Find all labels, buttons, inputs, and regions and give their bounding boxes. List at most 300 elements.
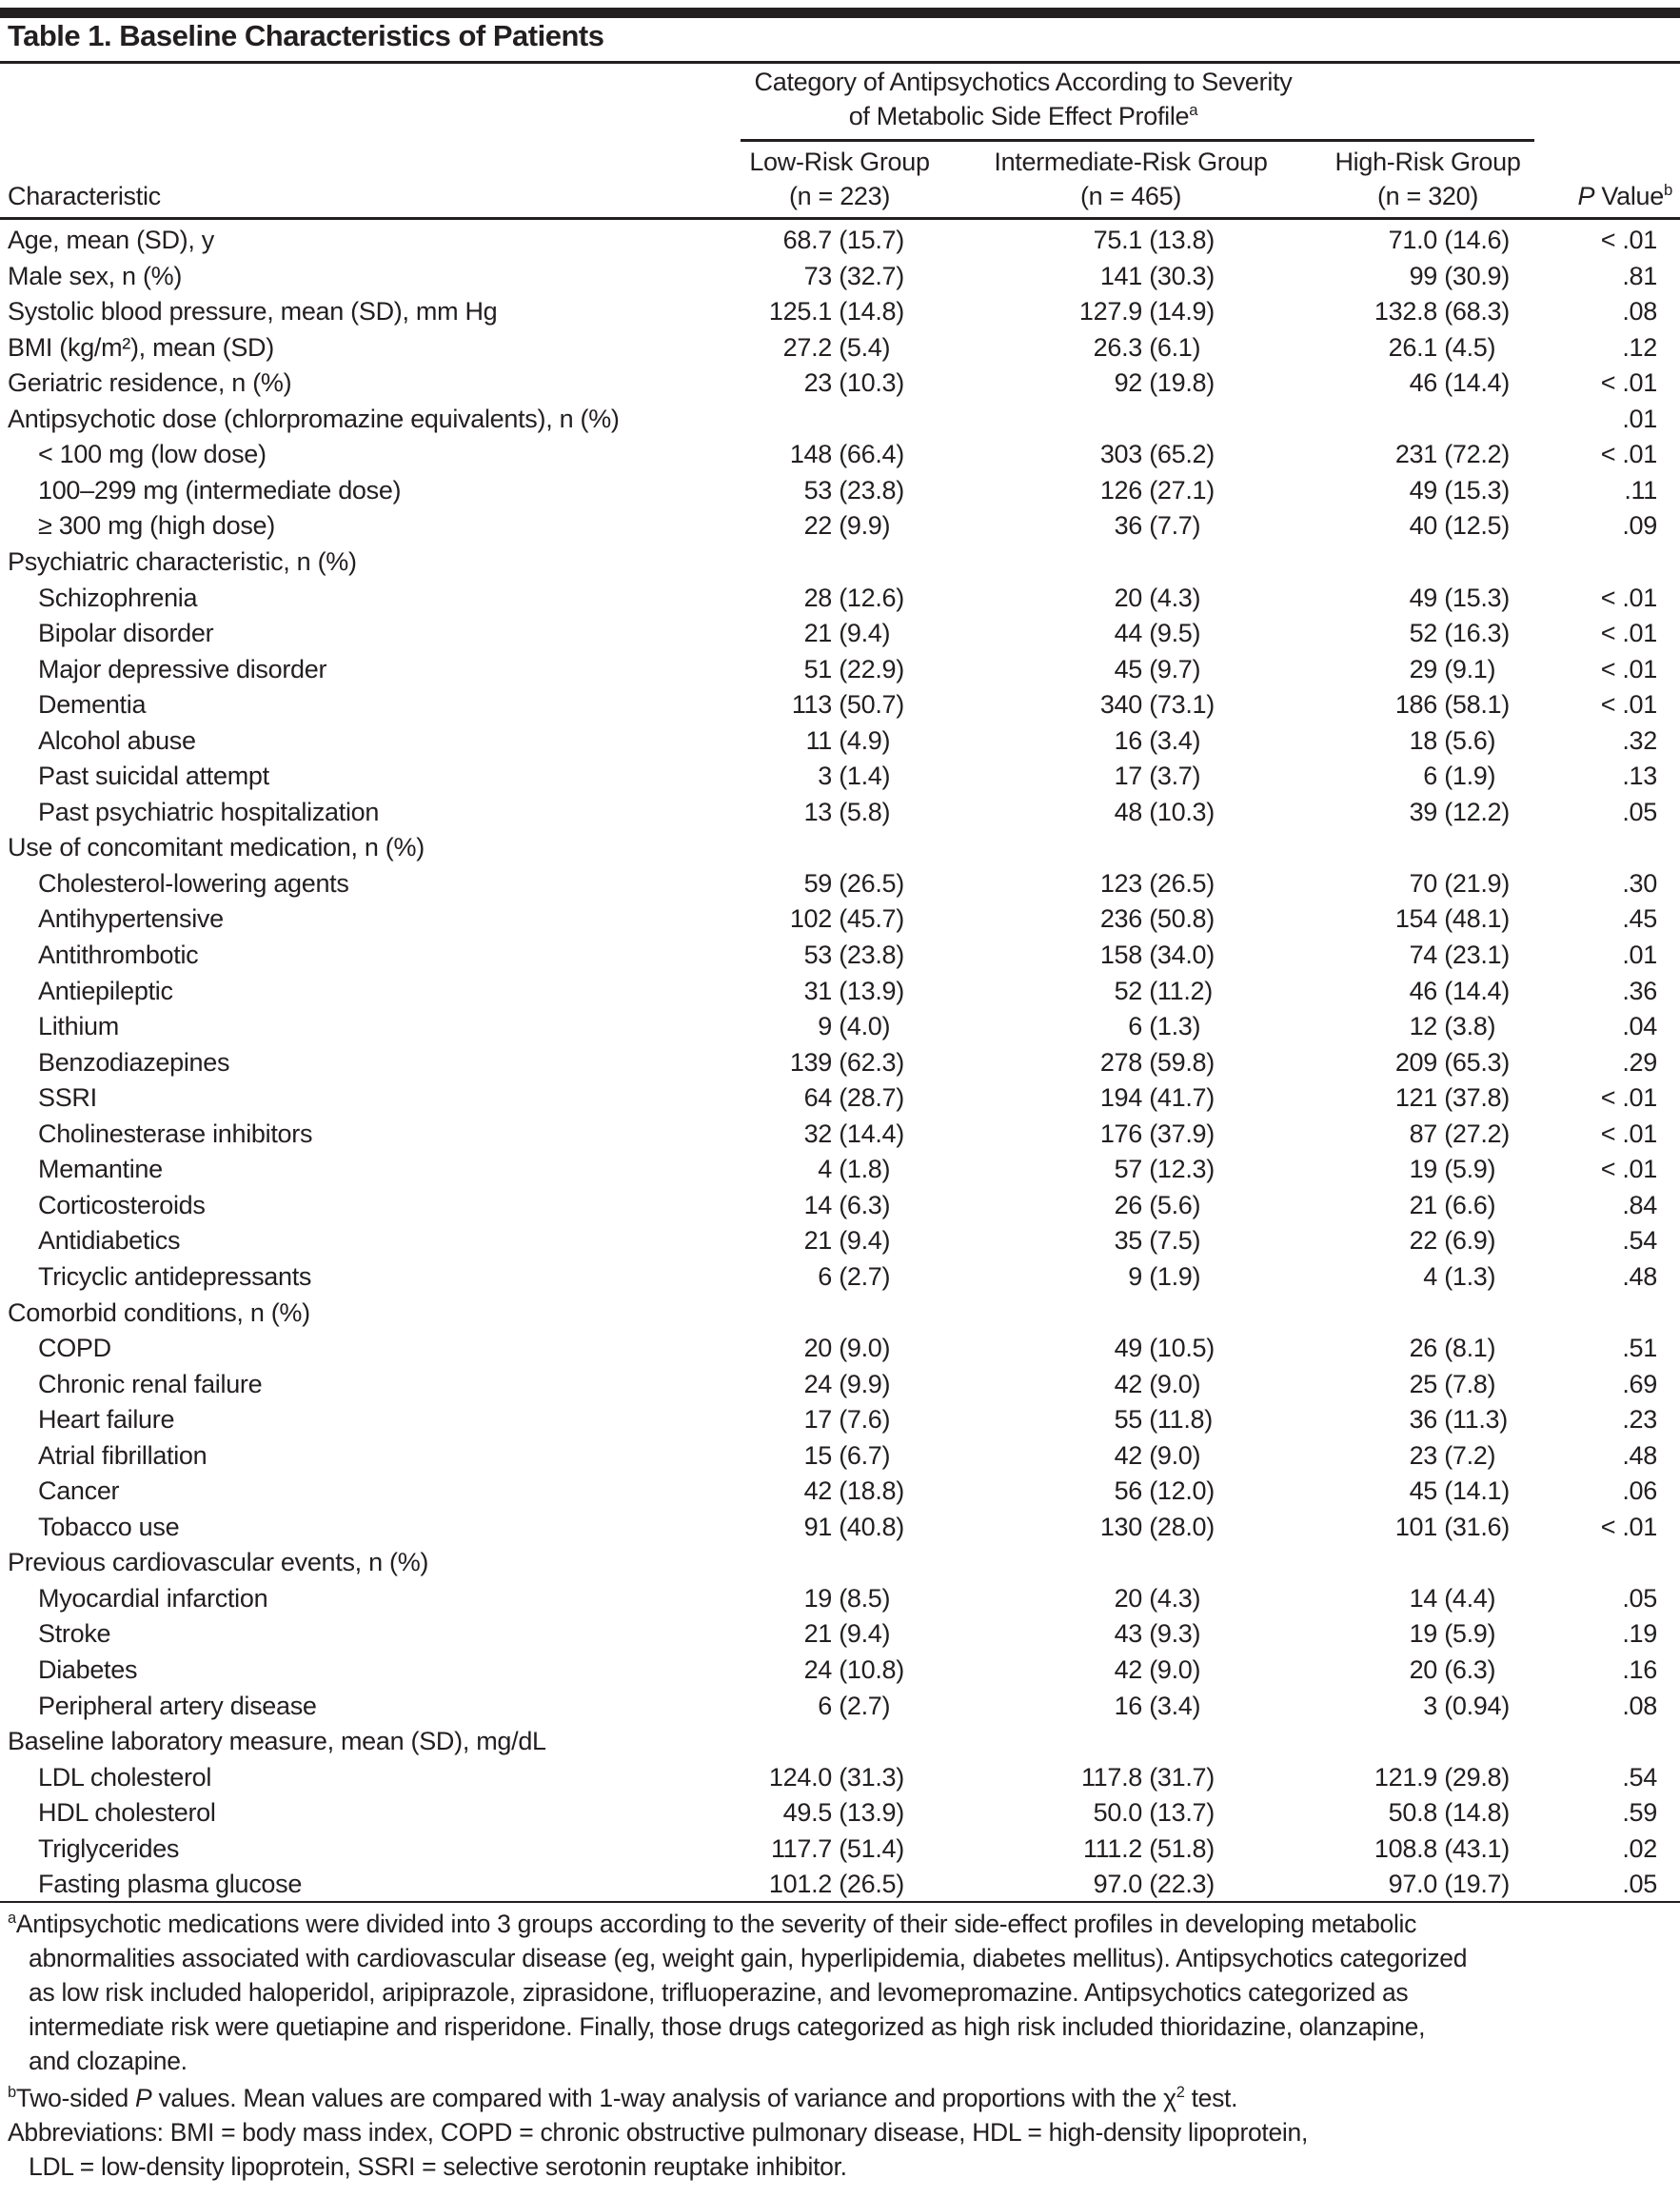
cell-value: 42 (18.8) — [803, 1476, 904, 1506]
table-row — [0, 294, 1680, 330]
cell-value: 73 (32.7) — [803, 261, 904, 290]
row-label: Systolic blood pressure, mean (SD), mm Hg — [8, 297, 498, 327]
row-label: 100–299 mg (intermediate dose) — [38, 475, 402, 505]
cell-value: 117.7 (51.4) — [770, 1833, 904, 1863]
row-label: Antipsychotic dose (chlorpromazine equivalents), n (%) — [8, 404, 620, 433]
footnote-a-line: and clozapine. — [29, 2047, 188, 2075]
cell-value: 21 (9.4) — [803, 1619, 891, 1649]
table-row — [0, 1581, 1680, 1617]
cell-value: 4 (1.8) — [818, 1155, 891, 1184]
cell-value: 24 (10.8) — [803, 1655, 904, 1684]
table-row — [0, 402, 1680, 438]
cell-value: 57 (12.3) — [1114, 1155, 1215, 1184]
cell-value: 117.8 (31.7) — [1080, 1762, 1215, 1792]
row-label: Myocardial infarction — [38, 1583, 268, 1613]
p-value: < .01 — [1600, 619, 1657, 648]
cell-value: 42 (9.0) — [1114, 1369, 1201, 1398]
cell-value: 102 (45.7) — [789, 904, 904, 934]
footnote-b-text: Two-sided — [15, 2084, 135, 2112]
cell-value: 9 (4.0) — [818, 1012, 891, 1041]
p-value: < .01 — [1600, 690, 1657, 720]
table-row — [0, 1188, 1680, 1224]
row-label: Male sex, n (%) — [8, 261, 183, 290]
cell-value: 123 (26.5) — [1099, 868, 1215, 898]
cell-value: 64 (28.7) — [803, 1083, 904, 1113]
table-row — [0, 938, 1680, 974]
cell-value: 340 (73.1) — [1099, 690, 1215, 720]
cell-value: 3 (1.4) — [818, 762, 891, 791]
row-label: Past psychiatric hospitalization — [38, 797, 380, 826]
p-label: Value — [1594, 182, 1664, 210]
row-label: Comorbid conditions, n (%) — [8, 1297, 310, 1327]
cell-value: 19 (8.5) — [803, 1583, 891, 1613]
cell-value: 27.2 (5.4) — [782, 332, 891, 362]
table-row — [0, 1259, 1680, 1296]
footnote-b-italic: P — [134, 2084, 152, 2112]
footnote-b-text: test. — [1184, 2084, 1238, 2112]
row-label: Antithrombotic — [38, 941, 199, 969]
title-rule — [0, 61, 1680, 64]
cell-value: 194 (41.7) — [1099, 1083, 1215, 1113]
p-value: .01 — [1622, 404, 1657, 433]
p-value: < .01 — [1600, 226, 1657, 254]
cell-value: 26 (8.1) — [1409, 1334, 1496, 1363]
p-value: < .01 — [1600, 583, 1657, 612]
cell-value: 92 (19.8) — [1114, 368, 1215, 398]
table-row — [0, 1867, 1680, 1903]
row-label: Diabetes — [38, 1655, 138, 1684]
p-value: .59 — [1622, 1798, 1657, 1828]
p-value: .16 — [1622, 1655, 1657, 1684]
cell-value: 4 (1.3) — [1423, 1261, 1496, 1291]
row-label: BMI (kg/m²), mean (SD) — [8, 332, 274, 362]
row-label: Major depressive disorder — [38, 654, 327, 683]
row-label: Cholinesterase inhibitors — [38, 1119, 313, 1148]
cell-value: 22 (9.9) — [803, 511, 891, 541]
table-row — [0, 1152, 1680, 1188]
p-value: .48 — [1622, 1261, 1657, 1291]
cell-value: 13 (5.8) — [803, 797, 891, 826]
cell-value: 28 (12.6) — [803, 583, 904, 612]
table-row — [0, 1080, 1680, 1117]
footnote-b — [8, 2081, 1673, 2115]
group-name: Intermediate-Risk Group — [994, 148, 1268, 176]
cell-value: 3 (0.94) — [1423, 1691, 1510, 1720]
cell-value: 108.8 (43.1) — [1374, 1833, 1510, 1863]
cell-value: 49 (15.3) — [1409, 475, 1510, 505]
header-rule — [0, 217, 1680, 220]
cell-value: 236 (50.8) — [1099, 904, 1215, 934]
row-label: ≥ 300 mg (high dose) — [38, 511, 275, 541]
group-n: (n = 320) — [1376, 182, 1479, 210]
cell-value: 6 (1.3) — [1128, 1012, 1201, 1041]
cell-value: 148 (66.4) — [789, 440, 904, 469]
cell-value: 42 (9.0) — [1114, 1655, 1201, 1684]
row-label: Atrial fibrillation — [38, 1440, 208, 1470]
row-label: Schizophrenia — [38, 583, 198, 612]
p-value: < .01 — [1600, 1512, 1657, 1541]
footnote-a-text: Antipsychotic medications were divided into 3 groups according to the severity of their side-effect profiles in developing metabolic — [15, 1910, 1417, 1938]
table-row — [0, 795, 1680, 831]
table-row — [0, 1760, 1680, 1796]
cell-value: 52 (11.2) — [1114, 976, 1213, 1005]
row-label: Peripheral artery disease — [38, 1691, 317, 1720]
cell-value: 186 (58.1) — [1394, 690, 1510, 720]
p-value: .13 — [1622, 762, 1657, 791]
table-row — [0, 616, 1680, 652]
p-value-header — [1542, 179, 1672, 213]
abbreviations-line: Abbreviations: BMI = body mass index, COPD = chronic obstructive pulmonary disease, HDL = high-density lipoprotein, — [8, 2118, 1309, 2147]
p-value: < .01 — [1600, 1155, 1657, 1184]
table-row — [0, 545, 1680, 581]
table-row — [0, 1653, 1680, 1689]
table-row — [0, 1009, 1680, 1045]
cell-value: 22 (6.9) — [1409, 1226, 1496, 1256]
p-value: .05 — [1622, 797, 1657, 826]
footnote-a-line — [8, 1907, 1673, 1941]
group-n: (n = 465) — [1079, 182, 1182, 210]
row-label: Previous cardiovascular events, n (%) — [8, 1548, 429, 1577]
table-row — [0, 259, 1680, 295]
table-row — [0, 1367, 1680, 1403]
cell-value: 31 (13.9) — [803, 976, 904, 1005]
p-value: < .01 — [1600, 440, 1657, 469]
footnote-a-line: as low risk included haloperidol, aripiprazole, ziprasidone, trifluoperazine, and levomepromazine. Antipsychotics categorized as — [29, 1978, 1409, 2007]
cell-value: 16 (3.4) — [1114, 725, 1201, 755]
table-title: Table 1. Baseline Characteristics of Patients — [8, 19, 604, 52]
row-label: HDL cholesterol — [38, 1798, 216, 1828]
table-row — [0, 366, 1680, 402]
cell-value: 113 (50.7) — [791, 690, 904, 720]
p-value: .45 — [1622, 904, 1657, 934]
cell-value: 23 (10.3) — [803, 368, 904, 398]
cell-value: 141 (30.3) — [1099, 261, 1215, 290]
footnote-b-mark: b — [8, 2084, 16, 2102]
cell-value: 46 (14.4) — [1409, 976, 1510, 1005]
cell-value: 111.2 (51.8) — [1082, 1833, 1215, 1863]
cell-value: 176 (37.9) — [1099, 1119, 1215, 1148]
cell-value: 9 (1.9) — [1128, 1261, 1201, 1291]
cell-value: 55 (11.8) — [1114, 1405, 1213, 1435]
top-bar — [0, 8, 1680, 18]
table-row — [0, 1402, 1680, 1438]
cell-value: 45 (9.7) — [1114, 654, 1201, 683]
row-label: Antihypertensive — [38, 904, 224, 934]
table-row — [0, 830, 1680, 866]
cell-value: 17 (3.7) — [1114, 762, 1201, 791]
cell-value: 45 (14.1) — [1409, 1476, 1510, 1506]
table-row — [0, 223, 1680, 259]
row-label: Alcohol abuse — [38, 725, 196, 755]
row-label: Use of concomitant medication, n (%) — [8, 833, 425, 862]
group-name: High-Risk Group — [1334, 148, 1521, 176]
cell-value: 46 (14.4) — [1409, 368, 1510, 398]
cell-value: 44 (9.5) — [1114, 619, 1201, 648]
table-row — [0, 1438, 1680, 1475]
cell-value: 68.7 (15.7) — [782, 226, 904, 254]
p-value: .54 — [1622, 1226, 1657, 1256]
table-row — [0, 974, 1680, 1010]
table-row — [0, 866, 1680, 902]
cell-value: 14 (6.3) — [803, 1190, 891, 1219]
cell-value: 19 (5.9) — [1409, 1155, 1496, 1184]
p-value: .84 — [1622, 1190, 1657, 1219]
cell-value: 121.9 (29.8) — [1374, 1762, 1510, 1792]
group-name: Low-Risk Group — [749, 148, 930, 176]
cell-value: 50.8 (14.8) — [1388, 1798, 1510, 1828]
row-label: COPD — [38, 1334, 111, 1363]
spanner-line-2-text: of Metabolic Side Effect Profile — [848, 102, 1190, 130]
row-label: Past suicidal attempt — [38, 762, 269, 791]
table-row — [0, 687, 1680, 723]
spanner-line-1: Category of Antipsychotics According to Severity — [754, 68, 1293, 96]
cell-value: 36 (11.3) — [1409, 1405, 1508, 1435]
table-row — [0, 1616, 1680, 1653]
p-value: .48 — [1622, 1440, 1657, 1470]
table-row — [0, 652, 1680, 688]
table-row — [0, 1223, 1680, 1259]
p-italic: P — [1577, 182, 1595, 210]
p-value: .06 — [1622, 1476, 1657, 1506]
cell-value: 35 (7.5) — [1114, 1226, 1201, 1256]
cell-value: 26.3 (6.1) — [1093, 332, 1201, 362]
row-label: Benzodiazepines — [38, 1047, 230, 1077]
row-label: Corticosteroids — [38, 1190, 206, 1219]
abbreviations-line: LDL = low-density lipoprotein, SSRI = selective serotonin reuptake inhibitor. — [29, 2152, 847, 2181]
cell-value: 158 (34.0) — [1099, 941, 1215, 969]
cell-value: 40 (12.5) — [1409, 511, 1510, 541]
cell-value: 74 (23.1) — [1409, 941, 1510, 969]
cell-value: 126 (27.1) — [1099, 475, 1215, 505]
row-label: Antidiabetics — [38, 1226, 181, 1256]
row-label: Cancer — [38, 1476, 120, 1506]
cell-value: 303 (65.2) — [1099, 440, 1215, 469]
cell-value: 24 (9.9) — [803, 1369, 891, 1398]
cell-value: 70 (21.9) — [1409, 868, 1510, 898]
cell-value: 21 (6.6) — [1409, 1190, 1496, 1219]
cell-value: 59 (26.5) — [803, 868, 904, 898]
cell-value: 18 (5.6) — [1409, 725, 1496, 755]
row-label: < 100 mg (low dose) — [38, 440, 267, 469]
cell-value: 32 (14.4) — [803, 1119, 904, 1148]
table-row — [0, 1331, 1680, 1367]
group-n: (n = 223) — [788, 182, 891, 210]
cell-value: 49 (10.5) — [1114, 1334, 1215, 1363]
cell-value: 39 (12.2) — [1409, 797, 1510, 826]
characteristic-header: Characteristic — [8, 182, 161, 210]
cell-value: 154 (48.1) — [1394, 904, 1510, 934]
row-label: Baseline laboratory measure, mean (SD), mg/dL — [8, 1727, 546, 1756]
cell-value: 124.0 (31.3) — [768, 1762, 904, 1792]
footnote-a-line: intermediate risk were quetiapine and risperidone. Finally, those drugs categorized as high risk included thioridazine, olanzapine, — [29, 2012, 1426, 2041]
spanner-header — [481, 65, 1566, 133]
footnote-b-text: values. Mean values are compared with 1-way analysis of variance and proportions with the χ — [151, 2084, 1176, 2112]
row-label: Antiepileptic — [38, 976, 173, 1005]
row-label: Fasting plasma glucose — [38, 1870, 303, 1899]
cell-value: 101.2 (26.5) — [768, 1870, 904, 1899]
cell-value: 20 (4.3) — [1114, 583, 1201, 612]
cell-value: 91 (40.8) — [803, 1512, 904, 1541]
cell-value: 50.0 (13.7) — [1093, 1798, 1215, 1828]
cell-value: 71.0 (14.6) — [1388, 226, 1510, 254]
cell-value: 75.1 (13.8) — [1093, 226, 1215, 254]
cell-value: 130 (28.0) — [1099, 1512, 1215, 1541]
row-label: Cholesterol-lowering agents — [38, 868, 349, 898]
bottom-rule — [0, 1901, 1680, 1903]
cell-value: 99 (30.9) — [1409, 261, 1510, 290]
footnote-a-mark: a — [8, 1910, 16, 1928]
p-value: .54 — [1622, 1762, 1657, 1792]
p-value: .02 — [1622, 1833, 1657, 1863]
cell-value: 121 (37.8) — [1394, 1083, 1510, 1113]
row-label: Tricyclic antidepressants — [38, 1261, 312, 1291]
table-row — [0, 1832, 1680, 1868]
table-row — [0, 901, 1680, 938]
cell-value: 20 (6.3) — [1409, 1655, 1496, 1684]
cell-value: 36 (7.7) — [1114, 511, 1201, 541]
cell-value: 6 (1.9) — [1423, 762, 1496, 791]
footnote-b-ref: b — [1663, 181, 1672, 199]
table-row — [0, 1724, 1680, 1760]
row-label: Dementia — [38, 690, 147, 720]
p-value: .05 — [1622, 1870, 1657, 1899]
table-row — [0, 1296, 1680, 1332]
cell-value: 49 (15.3) — [1409, 583, 1510, 612]
row-label: Psychiatric characteristic, n (%) — [8, 546, 357, 576]
cell-value: 56 (12.0) — [1114, 1476, 1215, 1506]
cell-value: 16 (3.4) — [1114, 1691, 1201, 1720]
row-label: Tobacco use — [38, 1512, 180, 1541]
cell-value: 53 (23.8) — [803, 941, 904, 969]
cell-value: 53 (23.8) — [803, 475, 904, 505]
cell-value: 20 (4.3) — [1114, 1583, 1201, 1613]
table-row — [0, 437, 1680, 473]
row-label: Memantine — [38, 1155, 163, 1184]
p-value: .09 — [1622, 511, 1657, 541]
cell-value: 26.1 (4.5) — [1388, 332, 1496, 362]
footnote-a-line: abnormalities associated with cardiovascular disease (eg, weight gain, hyperlipidemia, diabetes mellitus). Antipsychotics categorized — [29, 1944, 1468, 1972]
table-row — [0, 473, 1680, 509]
row-label: Age, mean (SD), y — [8, 226, 214, 254]
table-row — [0, 1045, 1680, 1081]
footnote-a-ref: a — [1189, 101, 1198, 119]
spanner-line-2 — [481, 99, 1566, 133]
cell-value: 25 (7.8) — [1409, 1369, 1496, 1398]
row-label: Chronic renal failure — [38, 1369, 263, 1398]
p-value: < .01 — [1600, 1083, 1657, 1113]
p-value: < .01 — [1600, 1119, 1657, 1148]
row-label: Triglycerides — [38, 1833, 180, 1863]
cell-value: 101 (31.6) — [1394, 1512, 1510, 1541]
p-value: .01 — [1622, 941, 1657, 969]
p-value: .08 — [1622, 297, 1657, 327]
cell-value: 6 (2.7) — [818, 1261, 891, 1291]
table-row — [0, 1545, 1680, 1581]
high-risk-header — [1304, 145, 1552, 213]
table-row — [0, 1474, 1680, 1510]
cell-value: 6 (2.7) — [818, 1691, 891, 1720]
p-value: < .01 — [1600, 654, 1657, 683]
cell-value: 43 (9.3) — [1114, 1619, 1201, 1649]
table-row — [0, 723, 1680, 760]
cell-value: 14 (4.4) — [1409, 1583, 1496, 1613]
intermediate-risk-header — [969, 145, 1293, 213]
cell-value: 51 (22.9) — [803, 654, 904, 683]
p-value: < .01 — [1600, 368, 1657, 398]
p-value: .04 — [1622, 1012, 1657, 1041]
p-value: .11 — [1624, 475, 1657, 505]
cell-value: 42 (9.0) — [1114, 1440, 1201, 1470]
table-row — [0, 1510, 1680, 1546]
cell-value: 23 (7.2) — [1409, 1440, 1496, 1470]
cell-value: 21 (9.4) — [803, 1226, 891, 1256]
cell-value: 17 (7.6) — [803, 1405, 891, 1435]
cell-value: 278 (59.8) — [1099, 1047, 1215, 1077]
row-label: Heart failure — [38, 1405, 175, 1435]
cell-value: 15 (6.7) — [803, 1440, 891, 1470]
cell-value: 87 (27.2) — [1409, 1119, 1510, 1148]
cell-value: 49.5 (13.9) — [782, 1798, 904, 1828]
p-value: .51 — [1622, 1334, 1657, 1363]
table-row — [0, 759, 1680, 795]
p-value: .81 — [1622, 261, 1657, 290]
table-row — [0, 1795, 1680, 1832]
p-value: .05 — [1622, 1583, 1657, 1613]
cell-value: 52 (16.3) — [1409, 619, 1510, 648]
p-value: .29 — [1622, 1047, 1657, 1077]
p-value: .32 — [1622, 725, 1657, 755]
table-row — [0, 1117, 1680, 1153]
cell-value: 231 (72.2) — [1394, 440, 1510, 469]
cell-value: 132.8 (68.3) — [1374, 297, 1510, 327]
chi-square-sup: 2 — [1176, 2084, 1185, 2102]
cell-value: 19 (5.9) — [1409, 1619, 1496, 1649]
p-value: .08 — [1622, 1691, 1657, 1720]
table-row — [0, 508, 1680, 545]
p-value: .19 — [1622, 1619, 1657, 1649]
cell-value: 20 (9.0) — [803, 1334, 891, 1363]
p-value: .30 — [1622, 868, 1657, 898]
p-value: .36 — [1622, 976, 1657, 1005]
row-label: Geriatric residence, n (%) — [8, 368, 292, 398]
row-label: SSRI — [38, 1083, 97, 1113]
cell-value: 21 (9.4) — [803, 619, 891, 648]
table-row — [0, 1689, 1680, 1725]
cell-value: 97.0 (19.7) — [1388, 1870, 1510, 1899]
cell-value: 11 (4.9) — [805, 725, 891, 755]
p-value: .23 — [1622, 1405, 1657, 1435]
table-row — [0, 581, 1680, 617]
cell-value: 29 (9.1) — [1409, 654, 1496, 683]
cell-value: 48 (10.3) — [1114, 797, 1215, 826]
row-label: LDL cholesterol — [38, 1762, 212, 1792]
cell-value: 127.9 (14.9) — [1078, 297, 1215, 327]
table-row — [0, 330, 1680, 366]
cell-value: 139 (62.3) — [789, 1047, 904, 1077]
row-label: Lithium — [38, 1012, 119, 1041]
p-value: .12 — [1622, 332, 1657, 362]
p-value: .69 — [1622, 1369, 1657, 1398]
row-label: Bipolar disorder — [38, 619, 214, 648]
low-risk-header — [716, 145, 963, 213]
cell-value: 209 (65.3) — [1394, 1047, 1510, 1077]
cell-value: 125.1 (14.8) — [768, 297, 904, 327]
cell-value: 12 (3.8) — [1409, 1012, 1496, 1041]
cell-value: 97.0 (22.3) — [1093, 1870, 1215, 1899]
cell-value: 26 (5.6) — [1114, 1190, 1201, 1219]
row-label: Stroke — [38, 1619, 111, 1649]
spanner-rule — [741, 139, 1534, 142]
